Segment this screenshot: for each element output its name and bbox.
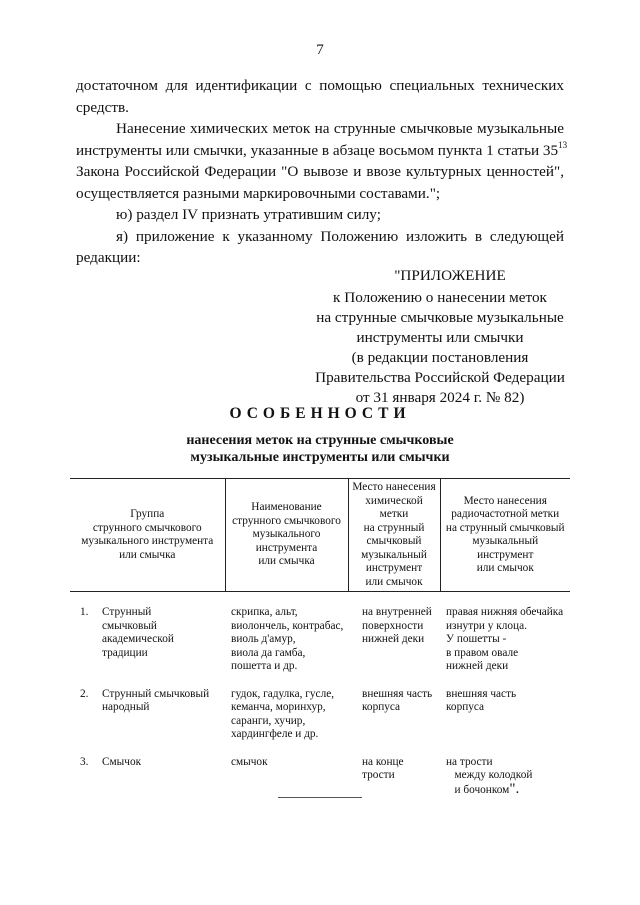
header-radio-mark: Место нанесения радиочастотной метки на струнный смычковый музыкальный инструмент или смычок (440, 479, 570, 592)
row-name: скрипка, альт, виолончель, контрабас, виоль д'амур, виола да гамба, пошетта и др. (231, 606, 344, 672)
appendix-line: "ПРИЛОЖЕНИЕ (394, 267, 506, 284)
appendix-line: (в редакции постановления (351, 349, 529, 366)
document-title: ОСОБЕННОСТИ (229, 405, 411, 422)
table-row (70, 606, 570, 674)
row-radio: внешняя часть корпуса (446, 687, 517, 713)
row-name: смычок (231, 755, 268, 768)
appendix-header (300, 266, 580, 408)
paragraph-line: средств. (76, 99, 129, 116)
row-group: Смычок (102, 755, 142, 768)
subtitle-line: нанесения меток на струнные смычковые (186, 433, 454, 448)
appendix-line: Правительства Российской Федерации (315, 369, 565, 386)
paragraph-line: осуществляется разными маркировочными составами."; (76, 185, 441, 202)
row-radio-text: на трости между колодкой и бочонком (446, 755, 533, 796)
row-number: 2. (80, 687, 89, 700)
row-group-cell (70, 688, 225, 742)
row-group-cell (70, 756, 225, 798)
appendix-line: к Положению о нанесении меток (333, 289, 547, 306)
paragraph-line: я) приложение к указанному Положению изложить в следующей (116, 228, 564, 245)
table-row (70, 756, 570, 798)
row-radio: правая нижняя обечайка изнутри у клоца. У пошетты - в правом овале нижней деки (446, 606, 564, 672)
paragraph-line: Закона Российской Федерации "О вывозе и ввозе культурных ценностей", (76, 163, 564, 180)
table-row (70, 688, 570, 742)
row-chemical: на конце трости (362, 755, 404, 781)
row-group: Струнный смычковый академической традиции (102, 606, 174, 659)
appendix-line: от 31 января 2024 г. № 82) (355, 389, 525, 406)
row-group-cell (70, 606, 225, 674)
appendix-line: на струнные смычковые музыкальные (316, 309, 564, 326)
paragraph-line: ю) раздел IV признать утратившим силу; (116, 206, 381, 223)
row-number: 3. (80, 755, 89, 768)
features-table (70, 478, 570, 797)
paragraph-line: редакции: (76, 249, 141, 266)
paragraph-line-with-footnote (76, 140, 568, 162)
header-group: Группа струнного смычкового музыкального инструмента или смычка (70, 479, 225, 592)
header-chemical-mark: Место нанесения химической метки на струнный смычковый музыкальный инструмент или смычок (348, 479, 440, 592)
paragraph-text: инструменты или смычки, указанные в абзаце восьмом пункта 1 статьи 35 (76, 142, 559, 159)
footnote-superscript: 13 (558, 140, 568, 150)
appendix-line: инструменты или смычки (356, 329, 524, 346)
row-group: Струнный смычковый народный (102, 687, 210, 713)
row-name: гудок, гадулка, гусле, кеманча, моринхур, саранги, хучир, хардингфеле и др. (231, 687, 335, 740)
document-subtitle (0, 432, 640, 466)
table-header-row (70, 479, 570, 592)
row-chemical: внешняя часть корпуса (362, 687, 433, 713)
paragraph-line: Нанесение химических меток на струнные смычковые музыкальные (116, 120, 564, 137)
row-chemical: на внутренней поверхности нижней деки (362, 606, 432, 645)
page-number: 7 (316, 42, 324, 58)
closing-quote: ". (509, 780, 520, 797)
header-name: Наименование струнного смычкового музыкального инструмента или смычка (225, 479, 348, 592)
end-divider-line (278, 797, 362, 798)
row-radio (440, 756, 570, 798)
row-number: 1. (80, 606, 89, 618)
subtitle-line: музыкальные инструменты или смычки (190, 450, 450, 465)
paragraph-line: достаточном для идентификации с помощью специальных технических (76, 77, 564, 94)
